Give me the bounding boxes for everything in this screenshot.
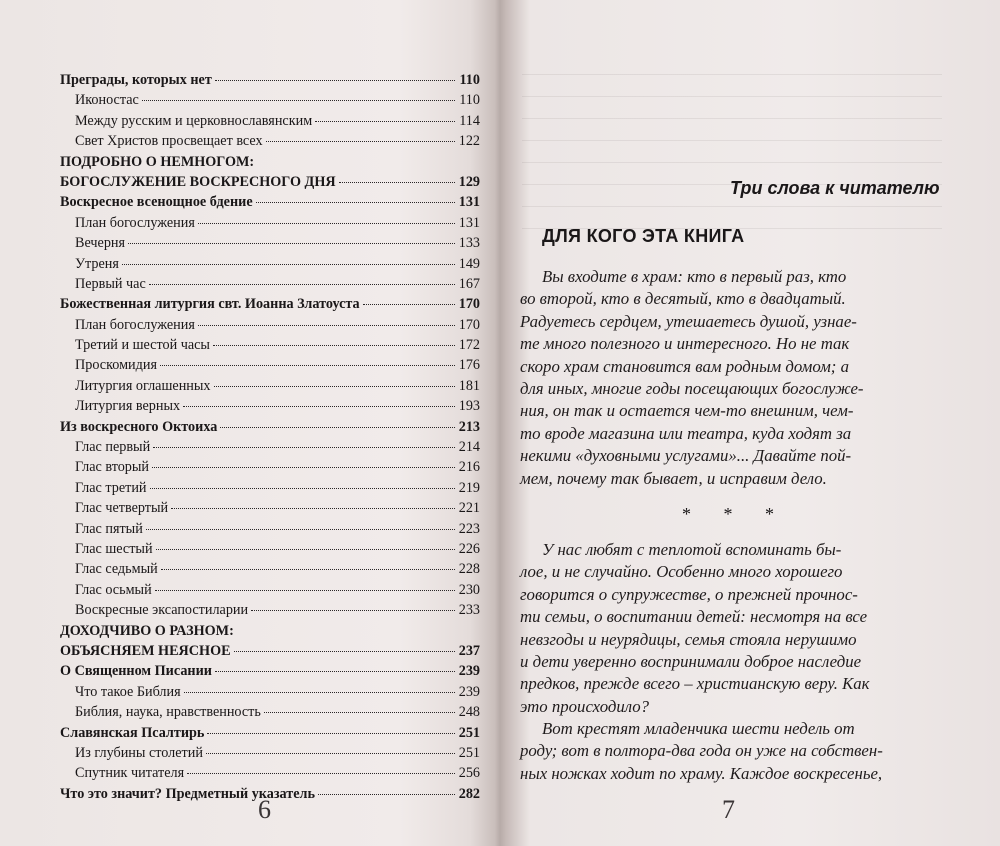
toc-entry xyxy=(60,133,480,153)
toc-entry-title: Преграды, которых нет xyxy=(60,72,212,88)
toc-entry-title: Что такое Библия xyxy=(75,683,181,700)
toc-entry-page: 221 xyxy=(458,500,480,517)
toc-entry xyxy=(60,480,480,500)
toc-entry-title: Глас вторый xyxy=(75,459,150,476)
toc-entry xyxy=(60,317,480,337)
toc-entry-page: 131 xyxy=(458,214,480,231)
toc-entry-page: 133 xyxy=(458,235,480,252)
text-line: во второй, кто в десятый, кто в двадцатый. xyxy=(520,289,846,309)
toc-leader-dots xyxy=(206,753,455,754)
toc-entry xyxy=(60,439,480,459)
toc-leader-dots xyxy=(183,406,455,407)
text-line: У нас любят с теплотой вспоминать бы- xyxy=(542,540,842,559)
toc-entry-title: План богослужения xyxy=(75,214,195,231)
toc-entry-page: 172 xyxy=(458,337,480,354)
toc-entry xyxy=(60,113,480,133)
text-line: ных ножках ходит по храму. Каждое воскресенье, xyxy=(520,763,883,783)
toc-entry-title: План богослужения xyxy=(75,316,195,333)
toc-entry-page: 167 xyxy=(458,275,480,292)
toc-entry-title: Третий и шестой часы xyxy=(75,337,210,354)
toc-entry-page: 114 xyxy=(459,112,480,129)
table-of-contents xyxy=(60,72,480,806)
toc-entry-page: 110 xyxy=(459,72,480,88)
toc-entry xyxy=(60,296,480,316)
toc-leader-dots xyxy=(146,529,455,530)
toc-entry xyxy=(60,378,480,398)
text-line: ти семьи, о воспитании детей: несмотря на все xyxy=(520,607,868,627)
text-line: то вроде магазина или театра, куда ходят за xyxy=(520,423,852,443)
toc-entry xyxy=(60,582,480,602)
toc-entry xyxy=(60,419,480,439)
toc-entry-page: 282 xyxy=(458,785,480,802)
toc-leader-dots xyxy=(155,590,455,591)
section-title: ДЛЯ КОГО ЭТА КНИГА xyxy=(542,226,745,246)
toc-entry-page: 216 xyxy=(458,459,480,476)
toc-leader-dots xyxy=(128,243,455,244)
toc-leader-dots xyxy=(215,80,455,81)
text-line: говорится о супружестве, о прежней прочнос- xyxy=(520,584,858,604)
bleed-through-text xyxy=(522,60,942,240)
toc-entry-page: 226 xyxy=(458,540,480,557)
toc-entry-page: 237 xyxy=(458,642,480,659)
toc-leader-dots xyxy=(315,121,455,122)
toc-entry xyxy=(60,684,480,704)
text-line: Вот крестят младенчика шести недель от xyxy=(542,719,855,738)
toc-entry-title: Из воскресного Октоиха xyxy=(60,418,218,435)
toc-leader-dots xyxy=(184,692,455,693)
text-line: невзгоды и неурядицы, семья стояла нерушимо xyxy=(520,629,857,649)
toc-entry xyxy=(60,765,480,785)
toc-entry-page: 219 xyxy=(458,479,480,496)
paragraph-2 xyxy=(520,539,940,718)
toc-entry-page: 239 xyxy=(458,683,480,700)
toc-entry-page: 251 xyxy=(458,744,480,761)
text-line: те много полезного и интересного. Но не так xyxy=(520,334,850,354)
toc-section-heading: ПОДРОБНО О НЕМНОГОМ: xyxy=(60,153,255,170)
toc-leader-dots xyxy=(251,610,455,611)
toc-entry-page: 170 xyxy=(458,316,480,333)
toc-entry-title: ОБЪЯСНЯЕМ НЕЯСНОЕ xyxy=(60,642,231,659)
toc-entry-title: Глас пятый xyxy=(75,520,143,537)
text-line: и дети уверенно воспринимали доброе наследие xyxy=(520,652,862,672)
toc-entry-page: 129 xyxy=(458,173,480,190)
toc-entry-page: 122 xyxy=(458,133,480,150)
chapter-title: Три слова к читателю xyxy=(730,178,940,198)
toc-leader-dots xyxy=(171,508,455,509)
toc-entry xyxy=(60,459,480,479)
toc-entry xyxy=(60,725,480,745)
toc-leader-dots xyxy=(153,447,455,448)
toc-entry xyxy=(60,215,480,235)
toc-entry xyxy=(60,194,480,214)
toc-entry xyxy=(60,235,480,255)
toc-entry xyxy=(60,337,480,357)
toc-entry-title: БОГОСЛУЖЕНИЕ ВОСКРЕСНОГО ДНЯ xyxy=(60,173,336,190)
toc-entry-page: 131 xyxy=(458,194,480,211)
toc-leader-dots xyxy=(256,202,455,203)
toc-entry-page: 214 xyxy=(458,439,480,456)
toc-entry-title: Воскресное всенощное бдение xyxy=(60,194,253,211)
toc-leader-dots xyxy=(156,549,455,550)
toc-entry xyxy=(60,256,480,276)
toc-entry-title: Глас третий xyxy=(75,479,147,496)
toc-entry xyxy=(60,276,480,296)
toc-entry xyxy=(60,602,480,622)
toc-leader-dots xyxy=(266,141,455,142)
toc-entry-page: 193 xyxy=(458,398,480,415)
toc-entry-page: 233 xyxy=(458,602,480,619)
section-separator: * * * xyxy=(682,504,788,524)
toc-leader-dots xyxy=(198,223,455,224)
toc-entry xyxy=(60,663,480,683)
toc-entry-page: 110 xyxy=(459,92,480,109)
toc-entry xyxy=(60,174,480,194)
paragraph-3 xyxy=(520,718,940,785)
toc-entry-page: 228 xyxy=(458,561,480,578)
text-line: Вы входите в храм: кто в первый раз, кто xyxy=(542,267,847,286)
toc-leader-dots xyxy=(152,467,455,468)
toc-entry-page: 213 xyxy=(458,418,480,435)
toc-entry-title: Из глубины столетий xyxy=(75,744,203,761)
toc-entry-title: Глас первый xyxy=(75,439,151,456)
toc-entry-page: 239 xyxy=(458,663,480,680)
toc-entry-title: Свет Христов просвещает всех xyxy=(75,133,263,150)
toc-entry-title: Спутник читателя xyxy=(75,765,185,782)
toc-leader-dots xyxy=(161,569,455,570)
paragraph-1 xyxy=(520,266,940,490)
toc-entry-title: Глас четвертый xyxy=(75,500,169,517)
toc-entry xyxy=(60,92,480,112)
toc-leader-dots xyxy=(207,733,455,734)
toc-leader-dots xyxy=(187,773,455,774)
text-line: это происходило? xyxy=(520,696,650,716)
toc-entry-title: Воскресные эксапостиларии xyxy=(75,602,249,619)
page-number-left: 6 xyxy=(258,795,271,824)
text-line: для иных, многие годы посещающих богослуже- xyxy=(520,379,864,399)
text-line: скоро храм становится вам родным домом; а xyxy=(520,356,849,376)
toc-entry-title: Литургия верных xyxy=(75,398,181,415)
toc-leader-dots xyxy=(214,386,455,387)
toc-entry-page: 170 xyxy=(458,296,480,313)
toc-leader-dots xyxy=(264,712,455,713)
toc-entry-title: Библия, наука, нравственность xyxy=(75,704,261,721)
toc-leader-dots xyxy=(150,488,455,489)
toc-leader-dots xyxy=(215,671,455,672)
toc-entry-page: 149 xyxy=(458,255,480,272)
toc-leader-dots xyxy=(213,345,455,346)
text-line: мем, почему так бывает, и исправим дело. xyxy=(520,468,827,488)
toc-entry-page: 223 xyxy=(458,520,480,537)
toc-entry-page: 181 xyxy=(458,377,480,394)
text-line: Радуетесь сердцем, утешаетесь душой, узнае- xyxy=(520,311,857,331)
toc-entry-page: 230 xyxy=(458,581,480,598)
toc-entry-title: Первый час xyxy=(75,275,146,292)
toc-section-heading: ДОХОДЧИВО О РАЗНОМ: xyxy=(60,622,234,639)
toc-leader-dots xyxy=(142,100,455,101)
toc-leader-dots xyxy=(220,427,455,428)
toc-leader-dots xyxy=(318,794,455,795)
toc-entry xyxy=(60,561,480,581)
toc-entry-title: Что это значит? Предметный указатель xyxy=(60,785,315,802)
toc-leader-dots xyxy=(234,651,455,652)
toc-entry-page: 248 xyxy=(458,704,480,721)
toc-entry-title: Глас седьмый xyxy=(75,561,158,578)
toc-entry xyxy=(60,357,480,377)
toc-leader-dots xyxy=(149,284,455,285)
toc-entry-title: Славянская Псалтирь xyxy=(60,724,205,741)
toc-entry-title: Божественная литургия свт. Иоанна Златоуста xyxy=(60,296,360,313)
text-line: ния, он так и остается чем-то внешним, чем- xyxy=(520,401,854,421)
toc-entry-title: Литургия оглашенных xyxy=(75,377,211,394)
toc-entry-title: Утреня xyxy=(75,255,119,272)
text-line: роду; вот в полтора-два года он уже на собствен- xyxy=(520,741,883,761)
toc-entry-title: Между русским и церковнославянским xyxy=(75,112,313,129)
toc-entry-title: Глас осьмый xyxy=(75,581,152,598)
toc-entry-page: 176 xyxy=(458,357,480,374)
toc-entry xyxy=(60,541,480,561)
toc-entry xyxy=(60,521,480,541)
page-number-right: 7 xyxy=(722,795,735,824)
toc-entry xyxy=(60,72,480,92)
left-page xyxy=(0,0,498,846)
toc-leader-dots xyxy=(363,304,455,305)
toc-entry-title: Вечерня xyxy=(75,235,126,252)
toc-entry xyxy=(60,500,480,520)
toc-entry-title: О Священном Писании xyxy=(60,663,212,680)
toc-leader-dots xyxy=(160,365,455,366)
toc-entry-title: Глас шестый xyxy=(75,540,153,557)
text-line: предков, прежде всего – христианскую веру. Как xyxy=(520,674,870,694)
toc-leader-dots xyxy=(339,182,455,183)
toc-entry-title: Иконостас xyxy=(75,92,139,109)
toc-leader-dots xyxy=(122,264,455,265)
toc-entry-page: 256 xyxy=(458,765,480,782)
text-line: некими «духовными услугами»... Давайте пой- xyxy=(520,446,852,466)
toc-entry xyxy=(60,704,480,724)
toc-entry xyxy=(60,398,480,418)
toc-entry-title: Проскомидия xyxy=(75,357,157,374)
toc-entry-page: 251 xyxy=(458,724,480,741)
toc-entry xyxy=(60,745,480,765)
toc-leader-dots xyxy=(198,325,455,326)
toc-entry xyxy=(60,643,480,663)
right-page xyxy=(502,0,1000,846)
text-line: лое, и не случайно. Особенно много хорошего xyxy=(520,562,843,582)
